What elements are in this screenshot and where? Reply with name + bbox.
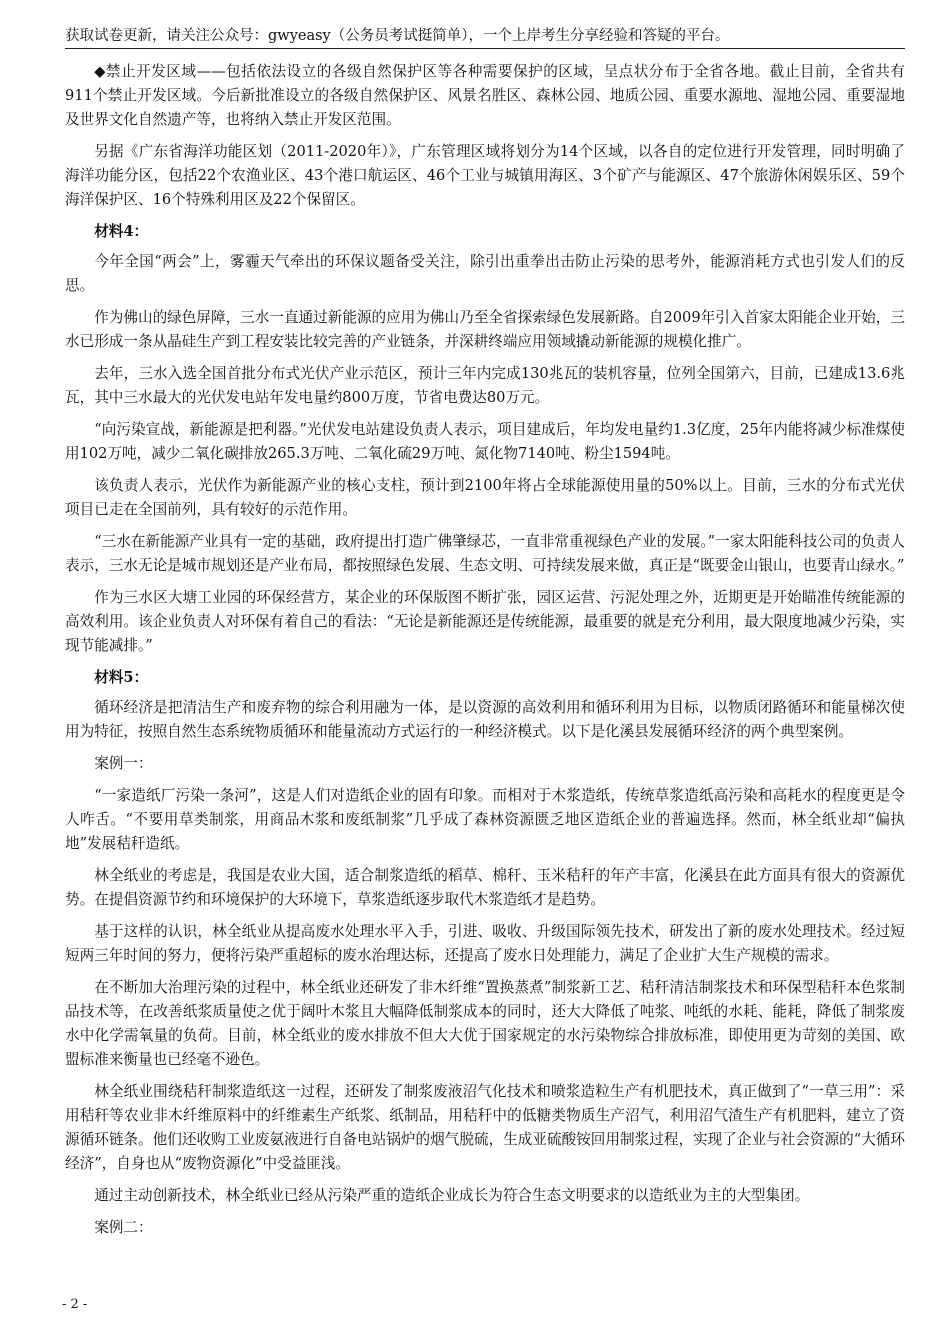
- paragraph: 该负责人表示，光伏作为新能源产业的核心支柱，预计到2100年将占全球能源使用量的50%以上。目前，三水的分布式光伏项目已走在全国前列，具有较好的示范作用。: [65, 477, 905, 518]
- paragraph: 林全纸业的考虑是，我国是农业大国，适合制浆造纸的稻草、棉秆、玉米秸秆的年产丰富，化溪县在此方面具有很大的资源优势。在提倡资源节约和环境保护的大环境下，草浆造纸逐步取代木浆造纸才是趋势。: [65, 867, 905, 908]
- paragraph: “向污染宣战，新能源是把利器。”光伏发电站建设负责人表示，项目建成后，年均发电量约1.3亿度，25年内能将减少标准煤使用102万吨，减少二氧化碳排放265.3万吨、二氧化硫29万吨、氮化物7140吨、粉尘1594吨。: [65, 421, 905, 462]
- paragraph: 在不断加大治理污染的过程中，林全纸业还研发了非木纤维“置换蒸煮”制浆新工艺、秸秆清洁制浆技术和环保型秸秆本色浆制品技术等，在改善纸浆质量使之优于阔叶木浆且大幅降低制浆成本的同时，还大大降低了吨浆、吨纸的水耗、能耗，降低了制浆废水中化学需氧量的负荷。目前，林全纸业的废水排放不但大大优于国家规定的水污染物综合排放标准，即使用更为苛刻的美国、欧盟标准来衡量也已经毫不逊色。: [65, 979, 905, 1068]
- paragraph: 另据《广东省海洋功能区划（2011-2020年）》，广东管理区域将划分为14个区域，以各自的定位进行开发管理，同时明确了海洋功能分区，包括22个农渔业区、43个港口航运区、46个工业与城镇用海区、3个矿产与能源区、47个旅游休闲娱乐区、59个海洋保护区、16个特殊利用区及22个保留区。: [65, 143, 905, 208]
- paragraph: “一家造纸厂污染一条河”，这是人们对造纸企业的固有印象。而相对于木浆造纸，传统草浆造纸高污染和高耗水的程度更是令人咋舌。“不要用草类制浆，用商品木浆和废纸制浆”几乎成了森林资源匮乏地区造纸企业的普遍选择。然而，林全纸业却“偏执地”发展秸秆造纸。: [65, 787, 905, 852]
- paragraph: 今年全国“两会”上，雾霾天气牵出的环保议题备受关注，除引出重拳出击防止污染的思考外，能源消耗方式也引发人们的反思。: [65, 253, 905, 294]
- document-body: [65, 60, 905, 1248]
- case-label: 案例二：: [94, 1219, 153, 1236]
- page-header: 获取试卷更新，请关注公众号：gwyeasy（公务员考试挺简单），一个上岸考生分享经验和答疑的平台。: [65, 24, 905, 49]
- paragraph: ◆禁止开发区域——包括依法设立的各级自然保护区等各种需要保护的区域，呈点状分布于全省各地。截止目前，全省共有911个禁止开发区域。今后新批准设立的各级自然保护区、风景名胜区、森林公园、地质公园、重要水源地、湿地公园、重要湿地及世界文化自然遗产等，也将纳入禁止开发区范围。: [65, 63, 905, 128]
- page-number: - 2 -: [62, 1297, 88, 1312]
- paragraph: 作为三水区大塘工业园的环保经营方，某企业的环保版图不断扩张，园区运营、污泥处理之外，近期更是开始瞄准传统能源的高效利用。该企业负责人对环保有着自己的看法：“无论是新能源还是传统能源，最重要的就是充分利用，最大限度地减少污染，实现节能减排。”: [65, 589, 905, 654]
- paragraph: “三水在新能源产业具有一定的基础，政府提出打造广佛肇绿芯，一直非常重视绿色产业的发展。”一家太阳能科技公司的负责人表示，三水无论是城市规划还是产业布局，都按照绿色发展、生态文明、可持续发展来做，真正是“既要金山银山，也要青山绿水。”: [65, 533, 905, 574]
- paragraph: 林全纸业围绕秸秆制浆造纸这一过程，还研发了制浆废液沼气化技术和喷浆造粒生产有机肥技术，真正做到了“一草三用”：采用秸秆等农业非木纤维原料中的纤维素生产纸浆、纸制品，用秸秆中的低糖类物质生产沼气，利用沼气渣生产有机肥料，建立了资源循环链条。他们还收购工业废氨液进行自备电站锅炉的烟气脱硫，生成亚硫酸铵回用制浆过程，实现了企业与社会资源的“大循环经济”，自身也从“废物资源化”中受益匪浅。: [65, 1083, 905, 1172]
- case-label: 案例一：: [94, 755, 153, 772]
- paragraph: 作为佛山的绿色屏障，三水一直通过新能源的应用为佛山乃至全省探索绿色发展新路。自2009年引入首家太阳能企业开始，三水已形成一条从晶硅生产到工程安装比较完善的产业链条，并深耕终端应用领域撬动新能源的规模化推广。: [65, 309, 905, 350]
- paragraph: 通过主动创新技术，林全纸业已经从污染严重的造纸企业成长为符合生态文明要求的以造纸业为主的大型集团。: [94, 1187, 810, 1204]
- paragraph: 基于这样的认识，林全纸业从提高废水处理水平入手，引进、吸收、升级国际领先技术，研发出了新的废水处理技术。经过短短两三年时间的努力，便将污染严重超标的废水治理达标，还提高了废水日处理能力，满足了企业扩大生产规模的需求。: [65, 923, 905, 964]
- section-heading: 材料5：: [94, 669, 149, 686]
- section-heading: 材料4：: [94, 223, 149, 240]
- paragraph: 循环经济是把清洁生产和废弃物的综合利用融为一体，是以资源的高效利用和循环利用为目标，以物质闭路循环和能量梯次使用为特征，按照自然生态系统物质循环和能量流动方式运行的一种经济模式。以下是化溪县发展循环经济的两个典型案例。: [65, 699, 905, 740]
- paragraph: 去年，三水入选全国首批分布式光伏产业示范区，预计三年内完成130兆瓦的装机容量，位列全国第六，目前，已建成13.6兆瓦，其中三水最大的光伏发电站年发电量约800万度，节省电费达80万元。: [65, 365, 905, 406]
